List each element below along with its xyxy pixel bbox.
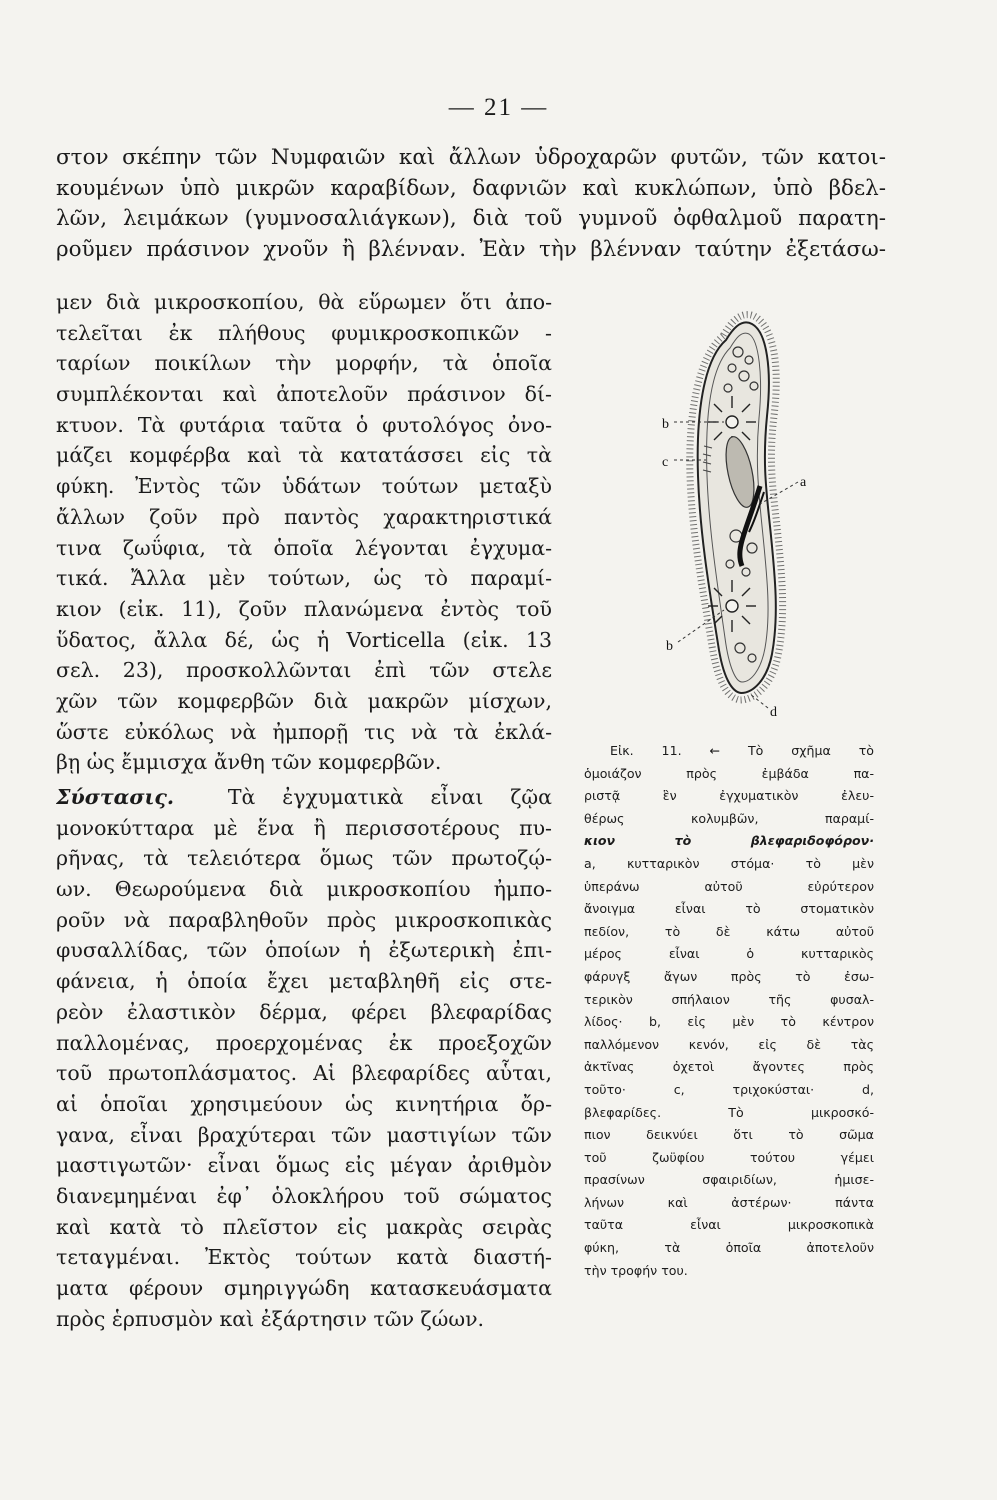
- text-line: λῶν, λειμάκων (γυμνοσαλιάγκων), διὰ τοῦ γυμνοῦ ὀφθαλμοῦ παρατη-: [56, 206, 886, 232]
- figure-label-c: c: [662, 455, 669, 470]
- text-line: ροῦμεν πράσινον χνοῦν ἢ βλένναν. Ἐὰν τὴν βλένναν ταύτην ἐξετάσω-: [56, 236, 886, 262]
- text-line: ροῦν νὰ παραβληθοῦν πρὸς μικροσκοπικὰς: [56, 907, 552, 932]
- text-line: αἱ ὁποῖαι χρησιμεύουν ὡς κινητήρια ὄρ-: [56, 1091, 552, 1116]
- text-line: διανεμημέναι ἐφ᾿ ὁλοκλήρου τοῦ σώματος: [56, 1183, 552, 1208]
- caption-line: τερικὸν σπήλαιον τῆς φυσαλ-: [584, 991, 874, 1007]
- caption-line: φάρυγξ ἄγων πρὸς τὸ ἐσω-: [584, 968, 874, 984]
- caption-line: ἀκτῖνας ὀχετοὶ ἄγοντες πρὸς: [584, 1059, 874, 1075]
- main-text-column: [56, 287, 552, 1334]
- caption-line: βλεφαρίδες. Τὸ μικροσκό-: [584, 1104, 874, 1120]
- caption-line: a, κυτταρικὸν στόμα· τὸ μὲν: [584, 855, 874, 871]
- caption-line: λίδος· b, εἰς μὲν τὸ κέντρον: [584, 1014, 874, 1030]
- text-line: ὕδατος, ἄλλα δέ, ὡς ἡ Vorticella (εἰκ. 13: [56, 627, 552, 652]
- caption-line: πεδίον, τὸ δὲ κάτω αὐτοῦ: [584, 923, 874, 939]
- text-line: μονοκύτταρα μὲ ἕνα ἢ περισσοτέρους πυ-: [56, 815, 552, 840]
- paramecium-figure: [628, 296, 868, 726]
- text-line: μεν διὰ μικροσκοπίου, θὰ εὕρωμεν ὅτι ἀπο-: [56, 290, 552, 314]
- figure-label-b-lower: b: [666, 639, 673, 654]
- text-line: τινα ζωΰφια, τὰ ὁποῖα λέγονται ἐγχυμα-: [56, 535, 552, 560]
- section-heading-rest: Τὰ ἐγχυματικὰ εἶναι ζῷα: [227, 785, 552, 809]
- text-line: τεταγμέναι. Ἐκτὸς τούτων κατὰ διαστή-: [56, 1245, 552, 1270]
- caption-line: λήνων καὶ ἀστέρων· πάντα: [584, 1194, 874, 1210]
- text-line: πρὸς ἑρπυσμὸν καὶ ἐξάρτησιν τῶν ζώων.: [56, 1306, 485, 1331]
- text-line: ρῆνας, τὰ τελειότερα ὅμως τῶν πρωτοζῴ-: [56, 846, 552, 871]
- caption-line: θέρως κολυμβῶν, παραμί-: [584, 810, 874, 826]
- text-line: ρεὸν ἐλαστικὸν δέρμα, φέρει βλεφαρίδας: [56, 999, 552, 1024]
- text-line: ὥστε εὐκόλως νὰ ἠμπορῇ τις νὰ τὰ ἐκλά-: [56, 719, 552, 744]
- text-line: φύκη. Ἐντὸς τῶν ὑδάτων τούτων μεταξὺ: [56, 474, 552, 499]
- text-line: κουμένων ὑπὸ μικρῶν καραβίδων, δαφνιῶν καὶ κυκλώπων, ὑπὸ βδελ-: [56, 175, 886, 201]
- text-line: τικά. Ἄλλα μὲν τούτων, ὡς τὸ παραμί-: [56, 566, 552, 591]
- text-line: σελ. 23), προσκολλῶνται ἐπὶ τῶν στελε: [56, 658, 552, 683]
- top-paragraph: [56, 143, 886, 265]
- caption-line: κιον τὸ βλεφαριδοφόρον·: [584, 833, 874, 849]
- text-line: παλλομένας, προερχομένας ἐκ προεξοχῶν: [56, 1030, 552, 1055]
- caption-line: τοῦ ζωϋφίου τούτου γέμει: [584, 1149, 874, 1165]
- text-line: ἄλλων ζοῦν πρὸ παντὸς χαρακτηριστικά: [56, 504, 552, 529]
- caption-line: πρασίνων σφαιριδίων, ἡμισε-: [584, 1172, 874, 1188]
- caption-line: τὴν τροφήν του.: [584, 1262, 688, 1278]
- page-number: — 21 —: [448, 94, 549, 121]
- text-line: φυσαλλίδας, τῶν ὁποίων ἡ ἐξωτερικὴ ἐπι-: [56, 938, 552, 963]
- caption-line: φύκη, τὰ ὁποῖα ἀποτελοῦν: [584, 1240, 874, 1256]
- figure-label-a: a: [800, 475, 807, 490]
- text-line: καὶ κατὰ τὸ πλεῖστον εἰς μακρὰς σειρὰς: [56, 1214, 552, 1239]
- text-line: κτυον. Τὰ φυτάρια ταῦτα ὁ φυτολόγος ὀνο-: [56, 412, 552, 437]
- caption-line: ὑπεράνω αὐτοῦ εὐρύτερον: [584, 878, 874, 894]
- text-line: συμπλέκονται καὶ ἀποτελοῦν πράσινον δί-: [56, 382, 552, 407]
- section-heading: Σύστασις.: [56, 785, 175, 809]
- caption-line: πιον δεικνύει ὅτι τὸ σῶμα: [584, 1127, 874, 1143]
- caption-line: ἄνοιγμα εἶναι τὸ στοματικὸν: [584, 901, 874, 917]
- text-line: φάνεια, ἡ ὁποία ἔχει μεταβληθῆ εἰς στε-: [56, 969, 552, 994]
- caption-line: τοῦτο· c, τριχοκύσται· d,: [584, 1081, 874, 1097]
- text-line: μαστιγωτῶν· εἶναι ὅμως εἰς μέγαν ἀριθμὸν: [56, 1153, 552, 1178]
- section-first-line: [56, 782, 552, 813]
- text-line: κιον (εἰκ. 11), ζοῦν πλανώμενα ἐντὸς τοῦ: [56, 596, 552, 621]
- text-line: μάζει κομφέρβα καὶ τὰ κατατάσσει εἰς τὰ: [56, 443, 552, 468]
- caption-line: Εἰκ. 11. ← Τὸ σχῆμα τὸ: [610, 743, 874, 758]
- figure-caption: [584, 740, 874, 1282]
- caption-line: ταῦτα εἶναι μικροσκοπικὰ: [584, 1217, 874, 1233]
- text-line: τοῦ πρωτοπλάσματος. Αἱ βλεφαρίδες αὗται,: [56, 1061, 552, 1086]
- text-line: χῶν τῶν κομφερβῶν διὰ μακρῶν μίσχων,: [56, 688, 552, 713]
- text-line: ταρίων ποικίλων τὴν μορφήν, τὰ ὁποῖα: [56, 351, 552, 376]
- text-line: τελεῖται ἐκ πλήθους φυμικροσκοπικῶν -: [56, 320, 552, 345]
- text-line: βῃ ὡς ἔμμισχα ἄνθη τῶν κομφερβῶν.: [56, 750, 442, 775]
- caption-line: μέρος εἶναι ὁ κυτταρικὸς: [584, 946, 874, 962]
- caption-line: ριστᾷ ἓν ἐγχυματικὸν ἐλευ-: [584, 788, 874, 804]
- caption-line: παλλόμενον κενόν, εἰς δὲ τὰς: [584, 1036, 874, 1052]
- figure-label-d: d: [770, 705, 777, 720]
- text-line: ματα φέρουν σμηριγγώδη κατασκευάσματα: [56, 1276, 552, 1300]
- figure-label-b-upper: b: [662, 417, 669, 432]
- text-line: γανα, εἶναι βραχύτεραι τῶν μαστιγίων τῶν: [56, 1122, 552, 1147]
- text-line: στον σκέπην τῶν Νυμφαιῶν καὶ ἄλλων ὑδροχαρῶν φυτῶν, τῶν κατοι-: [56, 145, 886, 170]
- text-line: ων. Θεωρούμενα διὰ μικροσκοπίου ἠμπο-: [56, 877, 552, 902]
- caption-line: ὁμοιάζον πρὸς ἐμβάδα πα-: [584, 765, 874, 781]
